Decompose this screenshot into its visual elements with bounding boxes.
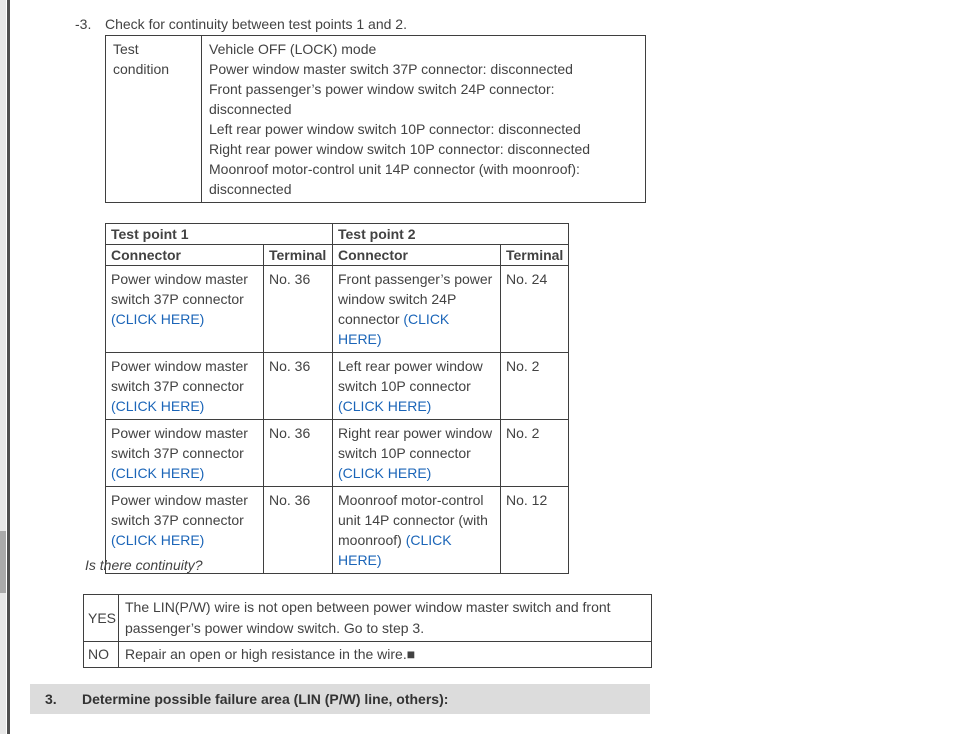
next-step-heading	[30, 684, 650, 714]
click-here-link[interactable]: (CLICK HERE)	[338, 398, 432, 414]
no-label: NO	[84, 642, 119, 668]
decision-table	[83, 594, 652, 668]
connector-text: Power window master switch 37P connector	[111, 271, 248, 307]
terminal-cell: No. 36	[264, 420, 333, 487]
connector-1-header: Connector	[106, 245, 264, 266]
decision-row-no	[84, 642, 652, 668]
connector-cell	[106, 266, 264, 353]
test-condition-table	[105, 35, 646, 203]
connector-text: Power window master switch 37P connector	[111, 492, 248, 528]
click-here-link[interactable]: (CLICK HERE)	[111, 532, 205, 548]
test-points-table	[105, 223, 569, 574]
column-header-row	[106, 245, 569, 266]
group-header-row	[106, 224, 569, 245]
terminal-1-header: Terminal	[264, 245, 333, 266]
click-here-link[interactable]: (CLICK HERE)	[111, 398, 205, 414]
test-condition-values	[202, 36, 646, 203]
connector-cell	[106, 420, 264, 487]
condition-line: Moonroof motor-control unit 14P connector (with moonroof): disconnected	[209, 161, 580, 197]
continuity-question: Is there continuity?	[85, 557, 203, 573]
terminal-cell: No. 12	[501, 487, 569, 574]
connector-cell	[333, 487, 501, 574]
decision-row-yes	[84, 595, 652, 642]
terminal-cell: No. 2	[501, 353, 569, 420]
terminal-cell: No. 2	[501, 420, 569, 487]
click-here-link[interactable]: (CLICK HERE)	[338, 465, 432, 481]
connector-text: Front passenger’s power window switch 24P connector	[338, 271, 493, 327]
test-condition-row	[106, 36, 646, 203]
step-title-text: Check for continuity between test points 1 and 2.	[105, 16, 407, 32]
terminal-cell: No. 36	[264, 487, 333, 574]
pane-divider	[7, 0, 10, 734]
connector-text: Right rear power window switch 10P connector	[338, 425, 493, 461]
condition-line: Right rear power window switch 10P connector: disconnected	[209, 141, 591, 157]
condition-line: Power window master switch 37P connector: disconnected	[209, 61, 573, 77]
left-scrollbar-track[interactable]	[0, 0, 6, 734]
click-here-link[interactable]: (CLICK HERE)	[111, 465, 205, 481]
terminal-2-header: Terminal	[501, 245, 569, 266]
connector-cell	[106, 353, 264, 420]
condition-line: Vehicle OFF (LOCK) mode	[209, 41, 377, 57]
connector-2-header: Connector	[333, 245, 501, 266]
terminal-cell: No. 36	[264, 353, 333, 420]
table-row	[106, 353, 569, 420]
connector-cell	[333, 353, 501, 420]
scrollbar-thumb[interactable]	[0, 531, 6, 593]
next-step-number: 3.	[45, 691, 57, 707]
terminal-cell: No. 36	[264, 266, 333, 353]
connector-cell	[333, 420, 501, 487]
yes-label: YES	[84, 595, 119, 642]
condition-line: Left rear power window switch 10P connector: disconnected	[209, 121, 581, 137]
click-here-link[interactable]: (CLICK HERE)	[111, 311, 205, 327]
table-row	[106, 266, 569, 353]
step-title	[75, 14, 407, 34]
table-row	[106, 420, 569, 487]
terminal-cell: No. 24	[501, 266, 569, 353]
click-here-link[interactable]: (CLICK HERE)	[338, 311, 450, 347]
test-point-2-header: Test point 2	[333, 224, 569, 245]
connector-text: Moonroof motor-control unit 14P connector (with moonroof)	[338, 492, 488, 548]
test-condition-label: Test condition	[106, 36, 202, 203]
connector-text: Power window master switch 37P connector	[111, 358, 248, 394]
no-action-text: Repair an open or high resistance in the wire.■	[119, 642, 652, 668]
next-step-title: Determine possible failure area (LIN (P/W) line, others):	[82, 691, 449, 707]
click-here-link[interactable]: (CLICK HERE)	[338, 532, 452, 568]
connector-cell	[333, 266, 501, 353]
step-number: -3.	[75, 16, 92, 32]
test-point-1-header: Test point 1	[106, 224, 333, 245]
condition-line: Front passenger’s power window switch 24P connector: disconnected	[209, 81, 555, 117]
yes-action-text: The LIN(P/W) wire is not open between power window master switch and front passenger’s power window switch. Go to step 3.	[119, 595, 652, 642]
connector-text: Left rear power window switch 10P connector	[338, 358, 483, 394]
connector-text: Power window master switch 37P connector	[111, 425, 248, 461]
